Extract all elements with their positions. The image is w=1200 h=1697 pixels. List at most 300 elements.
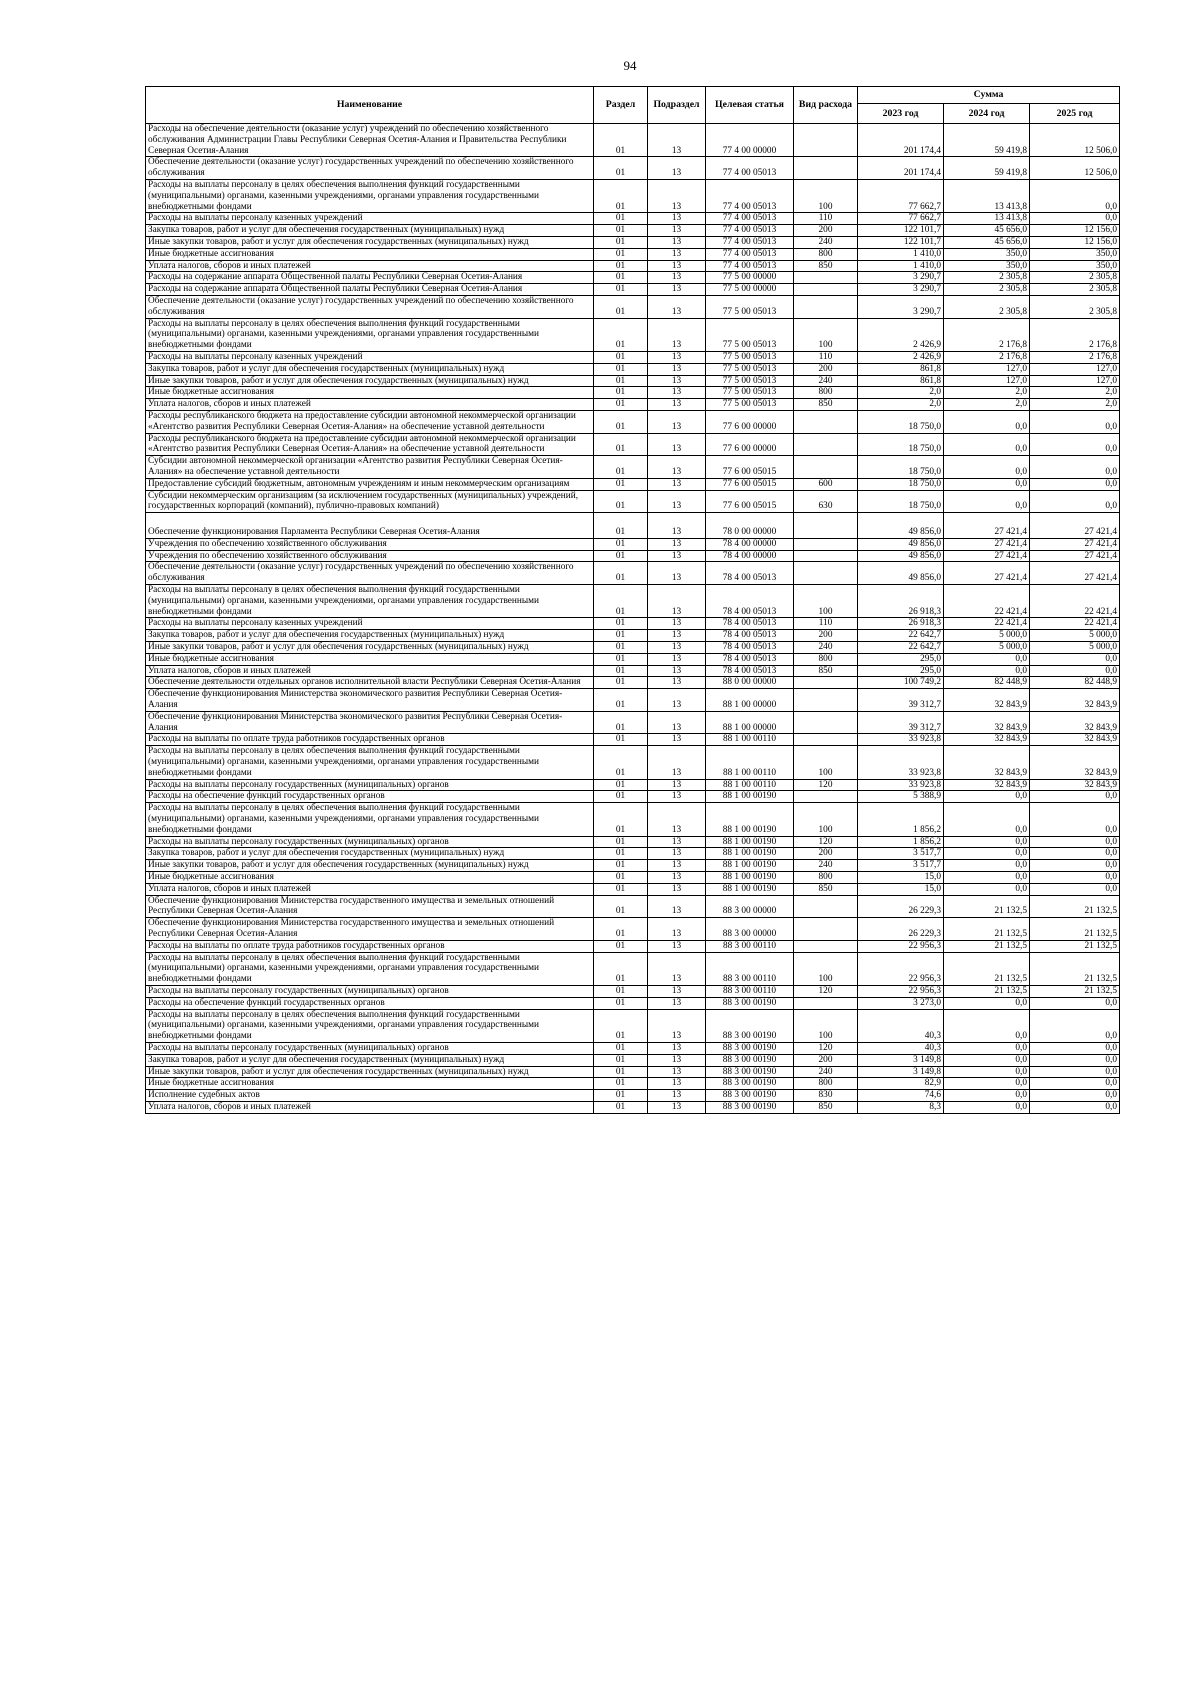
row-target: 77 5 00 05013 <box>706 318 794 351</box>
row-sum-2025: 0,0 <box>1030 1054 1120 1066</box>
row-sum-2025: 2 305,8 <box>1030 295 1120 318</box>
row-sum-2023: 1 410,0 <box>858 260 944 272</box>
row-razdel: 01 <box>594 363 648 375</box>
row-sum-2025: 0,0 <box>1030 791 1120 803</box>
table-body <box>146 124 1120 1114</box>
row-name: Уплата налогов, сборов и иных платежей <box>146 1101 594 1113</box>
row-vid: 240 <box>794 236 858 248</box>
row-razdel: 01 <box>594 260 648 272</box>
row-vid: 240 <box>794 642 858 654</box>
row-name: Расходы на выплаты персоналу в целях обеспечения выполнения функций государственными (муниципальными) органами, казенными учреждениями, органами управления государственными внебюджетными фондами <box>146 746 594 779</box>
row-name: Учреждения по обеспечению хозяйственного обслуживания <box>146 550 594 562</box>
table-row <box>146 124 1120 157</box>
row-sum-2024: 0,0 <box>944 1066 1030 1078</box>
row-sum-2024: 13 413,8 <box>944 179 1030 212</box>
table-row <box>146 248 1120 260</box>
row-razdel: 01 <box>594 1009 648 1042</box>
row-sum-2023: 5 388,9 <box>858 791 944 803</box>
table-row <box>146 734 1120 746</box>
row-razdel: 01 <box>594 779 648 791</box>
table-row <box>146 1042 1120 1054</box>
row-name: Расходы на обеспечение функций государственных органов <box>146 791 594 803</box>
row-sum-2024: 2 305,8 <box>944 272 1030 284</box>
row-vid <box>794 295 858 318</box>
row-sum-2025: 12 156,0 <box>1030 225 1120 237</box>
header-name: Наименование <box>146 87 594 124</box>
row-target: 77 4 00 05013 <box>706 260 794 272</box>
table-row <box>146 779 1120 791</box>
row-sum-2025: 2 305,8 <box>1030 272 1120 284</box>
row-razdel: 01 <box>594 997 648 1009</box>
row-sum-2025: 350,0 <box>1030 248 1120 260</box>
row-sum-2025: 21 132,5 <box>1030 918 1120 941</box>
row-razdel: 01 <box>594 538 648 550</box>
table-row <box>146 318 1120 351</box>
row-razdel: 01 <box>594 550 648 562</box>
row-razdel: 01 <box>594 433 648 456</box>
row-name: Закупка товаров, работ и услуг для обеспечения государственных (муниципальных) нужд <box>146 848 594 860</box>
row-podrazdel: 13 <box>648 284 706 296</box>
row-target: 77 5 00 00000 <box>706 284 794 296</box>
row-name: Исполнение судебных актов <box>146 1090 594 1102</box>
row-sum-2025: 127,0 <box>1030 375 1120 387</box>
row-podrazdel: 13 <box>648 1054 706 1066</box>
row-podrazdel: 13 <box>648 363 706 375</box>
table-row <box>146 236 1120 248</box>
row-podrazdel: 13 <box>648 872 706 884</box>
row-podrazdel: 13 <box>648 179 706 212</box>
row-sum-2025: 12 156,0 <box>1030 236 1120 248</box>
row-name: Расходы на содержание аппарата Общественной палаты Республики Северная Осетия-Алания <box>146 284 594 296</box>
table-row <box>146 260 1120 272</box>
row-razdel: 01 <box>594 272 648 284</box>
row-sum-2025: 0,0 <box>1030 478 1120 490</box>
row-sum-2023: 26 918,3 <box>858 585 944 618</box>
row-podrazdel: 13 <box>648 236 706 248</box>
row-podrazdel: 13 <box>648 1078 706 1090</box>
row-sum-2023: 22 956,3 <box>858 940 944 952</box>
row-sum-2025: 0,0 <box>1030 1009 1120 1042</box>
row-target: 88 1 00 00190 <box>706 836 794 848</box>
table-row <box>146 940 1120 952</box>
row-name: Расходы на обеспечение деятельности (оказание услуг) учреждений по обеспечению хозяйственного обслуживания Администрации Главы Республики Северная Осетия-Алания и Правительства Республики Северная Осетия-Алания <box>146 124 594 157</box>
row-target: 88 1 00 00000 <box>706 711 794 734</box>
row-sum-2025: 27 421,4 <box>1030 562 1120 585</box>
row-sum-2023: 22 956,3 <box>858 952 944 985</box>
row-sum-2024: 127,0 <box>944 375 1030 387</box>
row-vid: 100 <box>794 746 858 779</box>
row-name: Закупка товаров, работ и услуг для обеспечения государственных (муниципальных) нужд <box>146 1054 594 1066</box>
row-sum-2024: 21 132,5 <box>944 918 1030 941</box>
table-row <box>146 375 1120 387</box>
row-razdel: 01 <box>594 734 648 746</box>
row-sum-2025: 27 421,4 <box>1030 513 1120 539</box>
row-sum-2025: 21 132,5 <box>1030 985 1120 997</box>
row-sum-2025: 0,0 <box>1030 836 1120 848</box>
row-target: 88 3 00 00190 <box>706 997 794 1009</box>
row-name: Обеспечение функционирования Министерства государственного имущества и земельных отношений Республики Северная Осетия-Алания <box>146 895 594 918</box>
table-row <box>146 433 1120 456</box>
row-podrazdel: 13 <box>648 630 706 642</box>
row-sum-2024: 0,0 <box>944 836 1030 848</box>
row-sum-2025: 0,0 <box>1030 490 1120 513</box>
row-vid: 120 <box>794 1042 858 1054</box>
row-razdel: 01 <box>594 410 648 433</box>
row-podrazdel: 13 <box>648 124 706 157</box>
row-sum-2024: 2 176,8 <box>944 318 1030 351</box>
row-sum-2024: 5 000,0 <box>944 630 1030 642</box>
table-row <box>146 860 1120 872</box>
row-name: Иные бюджетные ассигнования <box>146 387 594 399</box>
table-row <box>146 872 1120 884</box>
header-2024: 2024 год <box>944 104 1030 124</box>
row-sum-2024: 0,0 <box>944 860 1030 872</box>
row-vid: 240 <box>794 860 858 872</box>
row-podrazdel: 13 <box>648 711 706 734</box>
row-razdel: 01 <box>594 952 648 985</box>
row-podrazdel: 13 <box>648 940 706 952</box>
table-row <box>146 157 1120 180</box>
row-podrazdel: 13 <box>648 399 706 411</box>
row-vid <box>794 538 858 550</box>
row-sum-2023: 26 229,3 <box>858 918 944 941</box>
table-row <box>146 1090 1120 1102</box>
row-name: Учреждения по обеспечению хозяйственного обслуживания <box>146 538 594 550</box>
row-name: Расходы республиканского бюджета на предоставление субсидии автономной некоммерческой организации «Агентство развития Республики Северная Осетия-Алания» на обеспечение уставной деятельности <box>146 433 594 456</box>
row-sum-2024: 59 419,8 <box>944 124 1030 157</box>
row-podrazdel: 13 <box>648 260 706 272</box>
row-sum-2024: 21 132,5 <box>944 952 1030 985</box>
row-sum-2025: 5 000,0 <box>1030 642 1120 654</box>
table-row <box>146 803 1120 836</box>
table-row <box>146 618 1120 630</box>
row-sum-2024: 27 421,4 <box>944 550 1030 562</box>
row-podrazdel: 13 <box>648 665 706 677</box>
row-target: 88 3 00 00190 <box>706 1101 794 1113</box>
row-vid <box>794 997 858 1009</box>
row-sum-2023: 2,0 <box>858 399 944 411</box>
row-target: 78 4 00 00000 <box>706 550 794 562</box>
row-razdel: 01 <box>594 157 648 180</box>
row-name: Предоставление субсидий бюджетным, автономным учреждениям и иным некоммерческим организациям <box>146 478 594 490</box>
row-razdel: 01 <box>594 918 648 941</box>
header-razdel: Раздел <box>594 87 648 124</box>
row-name: Закупка товаров, работ и услуг для обеспечения государственных (муниципальных) нужд <box>146 225 594 237</box>
row-sum-2023: 22 642,7 <box>858 642 944 654</box>
row-sum-2025: 0,0 <box>1030 1078 1120 1090</box>
row-sum-2024: 0,0 <box>944 1101 1030 1113</box>
row-name: Закупка товаров, работ и услуг для обеспечения государственных (муниципальных) нужд <box>146 630 594 642</box>
row-name: Расходы на выплаты персоналу в целях обеспечения выполнения функций государственными (муниципальными) органами, казенными учреждениями, органами управления государственными внебюджетными фондами <box>146 585 594 618</box>
row-sum-2024: 59 419,8 <box>944 157 1030 180</box>
row-vid <box>794 711 858 734</box>
row-sum-2024: 0,0 <box>944 653 1030 665</box>
row-vid: 200 <box>794 1054 858 1066</box>
row-sum-2023: 74,6 <box>858 1090 944 1102</box>
row-name: Закупка товаров, работ и услуг для обеспечения государственных (муниципальных) нужд <box>146 363 594 375</box>
row-vid <box>794 895 858 918</box>
row-sum-2025: 21 132,5 <box>1030 940 1120 952</box>
row-vid: 830 <box>794 1090 858 1102</box>
row-sum-2023: 201 174,4 <box>858 157 944 180</box>
row-sum-2025: 0,0 <box>1030 1101 1120 1113</box>
row-sum-2023: 18 750,0 <box>858 433 944 456</box>
row-vid <box>794 562 858 585</box>
row-name: Обеспечение функционирования Парламента Республики Северная Осетия-Алания <box>146 513 594 539</box>
row-target: 77 5 00 00000 <box>706 272 794 284</box>
row-sum-2023: 861,8 <box>858 363 944 375</box>
row-razdel: 01 <box>594 585 648 618</box>
row-vid: 100 <box>794 585 858 618</box>
row-podrazdel: 13 <box>648 653 706 665</box>
row-name: Расходы на выплаты персоналу в целях обеспечения выполнения функций государственными (муниципальными) органами, казенными учреждениями, органами управления государственными внебюджетными фондами <box>146 318 594 351</box>
row-sum-2024: 2 305,8 <box>944 295 1030 318</box>
row-target: 88 1 00 00190 <box>706 791 794 803</box>
row-razdel: 01 <box>594 642 648 654</box>
row-sum-2023: 3 290,7 <box>858 284 944 296</box>
row-sum-2023: 3 149,8 <box>858 1066 944 1078</box>
row-razdel: 01 <box>594 399 648 411</box>
table-row <box>146 1054 1120 1066</box>
table-row <box>146 677 1120 689</box>
row-name: Субсидии некоммерческим организациям (за исключением государственных (муниципальных) учреждений, государственных корпораций (компаний), публично-правовых компаний) <box>146 490 594 513</box>
row-razdel: 01 <box>594 351 648 363</box>
row-sum-2023: 1 410,0 <box>858 248 944 260</box>
row-podrazdel: 13 <box>648 952 706 985</box>
row-target: 77 5 00 05013 <box>706 363 794 375</box>
row-podrazdel: 13 <box>648 918 706 941</box>
row-razdel: 01 <box>594 1090 648 1102</box>
row-vid: 200 <box>794 630 858 642</box>
row-vid: 850 <box>794 399 858 411</box>
row-vid <box>794 272 858 284</box>
row-podrazdel: 13 <box>648 295 706 318</box>
row-name: Расходы на выплаты персоналу в целях обеспечения выполнения функций государственными (муниципальными) органами, казенными учреждениями, органами управления государственными внебюджетными фондами <box>146 952 594 985</box>
table-row <box>146 456 1120 479</box>
row-razdel: 01 <box>594 478 648 490</box>
row-podrazdel: 13 <box>648 677 706 689</box>
row-sum-2024: 82 448,9 <box>944 677 1030 689</box>
row-razdel: 01 <box>594 490 648 513</box>
row-sum-2023: 18 750,0 <box>858 456 944 479</box>
row-vid: 100 <box>794 952 858 985</box>
row-sum-2023: 15,0 <box>858 872 944 884</box>
table-row <box>146 1101 1120 1113</box>
row-sum-2023: 1 856,2 <box>858 803 944 836</box>
row-podrazdel: 13 <box>648 1066 706 1078</box>
row-razdel: 01 <box>594 1101 648 1113</box>
row-sum-2024: 2,0 <box>944 387 1030 399</box>
row-target: 88 1 00 00190 <box>706 848 794 860</box>
row-sum-2023: 82,9 <box>858 1078 944 1090</box>
row-vid <box>794 550 858 562</box>
row-razdel: 01 <box>594 872 648 884</box>
row-sum-2023: 8,3 <box>858 1101 944 1113</box>
row-razdel: 01 <box>594 791 648 803</box>
row-target: 78 0 00 00000 <box>706 513 794 539</box>
row-vid: 800 <box>794 872 858 884</box>
row-podrazdel: 13 <box>648 318 706 351</box>
row-sum-2025: 21 132,5 <box>1030 952 1120 985</box>
row-target: 77 6 00 00000 <box>706 410 794 433</box>
table-row <box>146 918 1120 941</box>
row-target: 88 1 00 00110 <box>706 734 794 746</box>
row-target: 77 4 00 05013 <box>706 225 794 237</box>
row-sum-2023: 22 642,7 <box>858 630 944 642</box>
header-2025: 2025 год <box>1030 104 1120 124</box>
row-sum-2023: 39 312,7 <box>858 689 944 712</box>
row-vid <box>794 410 858 433</box>
row-sum-2023: 3 517,7 <box>858 848 944 860</box>
row-sum-2024: 350,0 <box>944 260 1030 272</box>
row-name: Расходы на выплаты персоналу государственных (муниципальных) органов <box>146 779 594 791</box>
row-razdel: 01 <box>594 225 648 237</box>
row-razdel: 01 <box>594 803 648 836</box>
row-name: Расходы на выплаты персоналу в целях обеспечения выполнения функций государственными (муниципальными) органами, казенными учреждениями, органами управления государственными внебюджетными фондами <box>146 179 594 212</box>
row-sum-2024: 27 421,4 <box>944 538 1030 550</box>
row-podrazdel: 13 <box>648 387 706 399</box>
row-vid: 120 <box>794 779 858 791</box>
row-target: 88 3 00 00190 <box>706 1078 794 1090</box>
table-row <box>146 399 1120 411</box>
row-target: 78 4 00 05013 <box>706 618 794 630</box>
row-razdel: 01 <box>594 387 648 399</box>
row-sum-2023: 40,3 <box>858 1042 944 1054</box>
row-sum-2025: 32 843,9 <box>1030 734 1120 746</box>
row-razdel: 01 <box>594 179 648 212</box>
row-target: 77 4 00 05013 <box>706 213 794 225</box>
row-sum-2024: 13 413,8 <box>944 213 1030 225</box>
row-target: 77 4 00 00000 <box>706 124 794 157</box>
row-name: Расходы на выплаты персоналу казенных учреждений <box>146 351 594 363</box>
row-sum-2025: 0,0 <box>1030 883 1120 895</box>
row-razdel: 01 <box>594 562 648 585</box>
row-sum-2023: 18 750,0 <box>858 410 944 433</box>
row-sum-2025: 2,0 <box>1030 387 1120 399</box>
row-vid: 240 <box>794 375 858 387</box>
row-sum-2023: 39 312,7 <box>858 711 944 734</box>
row-target: 88 1 00 00190 <box>706 803 794 836</box>
row-name: Обеспечение функционирования Министерства государственного имущества и земельных отношений Республики Северная Осетия-Алания <box>146 918 594 941</box>
row-podrazdel: 13 <box>648 836 706 848</box>
table-row <box>146 1009 1120 1042</box>
row-vid: 100 <box>794 179 858 212</box>
row-sum-2023: 295,0 <box>858 653 944 665</box>
row-sum-2025: 82 448,9 <box>1030 677 1120 689</box>
row-vid: 800 <box>794 1078 858 1090</box>
row-sum-2024: 27 421,4 <box>944 513 1030 539</box>
row-target: 88 0 00 00000 <box>706 677 794 689</box>
row-podrazdel: 13 <box>648 478 706 490</box>
row-vid: 110 <box>794 213 858 225</box>
row-vid: 120 <box>794 836 858 848</box>
table-row <box>146 883 1120 895</box>
row-podrazdel: 13 <box>648 791 706 803</box>
table-row <box>146 562 1120 585</box>
row-name: Расходы на выплаты по оплате труда работников государственных органов <box>146 734 594 746</box>
row-name: Расходы на обеспечение функций государственных органов <box>146 997 594 1009</box>
table-row <box>146 1066 1120 1078</box>
row-sum-2024: 0,0 <box>944 791 1030 803</box>
row-sum-2024: 0,0 <box>944 1042 1030 1054</box>
row-vid <box>794 456 858 479</box>
row-vid <box>794 124 858 157</box>
row-name: Расходы на выплаты персоналу в целях обеспечения выполнения функций государственными (муниципальными) органами, казенными учреждениями, органами управления государственными внебюджетными фондами <box>146 1009 594 1042</box>
row-podrazdel: 13 <box>648 456 706 479</box>
row-target: 77 6 00 05015 <box>706 478 794 490</box>
row-target: 88 1 00 00190 <box>706 883 794 895</box>
table-row <box>146 363 1120 375</box>
row-podrazdel: 13 <box>648 410 706 433</box>
row-razdel: 01 <box>594 895 648 918</box>
row-razdel: 01 <box>594 318 648 351</box>
row-target: 78 4 00 05013 <box>706 642 794 654</box>
table-row <box>146 711 1120 734</box>
row-target: 88 1 00 00110 <box>706 746 794 779</box>
row-sum-2025: 0,0 <box>1030 179 1120 212</box>
row-target: 77 4 00 05013 <box>706 248 794 260</box>
row-target: 88 3 00 00190 <box>706 1009 794 1042</box>
table-row <box>146 630 1120 642</box>
row-sum-2023: 15,0 <box>858 883 944 895</box>
row-podrazdel: 13 <box>648 248 706 260</box>
row-name: Расходы на выплаты персоналу государственных (муниципальных) органов <box>146 836 594 848</box>
row-razdel: 01 <box>594 985 648 997</box>
row-vid <box>794 157 858 180</box>
table-row <box>146 848 1120 860</box>
row-sum-2024: 21 132,5 <box>944 940 1030 952</box>
row-sum-2025: 22 421,4 <box>1030 618 1120 630</box>
table-row <box>146 513 1120 539</box>
row-sum-2025: 0,0 <box>1030 803 1120 836</box>
table-row <box>146 284 1120 296</box>
row-sum-2024: 2 176,8 <box>944 351 1030 363</box>
row-target: 88 3 00 00000 <box>706 918 794 941</box>
row-target: 88 3 00 00110 <box>706 940 794 952</box>
row-target: 77 4 00 05013 <box>706 157 794 180</box>
table-row <box>146 538 1120 550</box>
row-sum-2024: 21 132,5 <box>944 895 1030 918</box>
row-razdel: 01 <box>594 295 648 318</box>
row-razdel: 01 <box>594 665 648 677</box>
row-sum-2023: 26 918,3 <box>858 618 944 630</box>
row-sum-2024: 0,0 <box>944 1054 1030 1066</box>
row-podrazdel: 13 <box>648 779 706 791</box>
row-vid <box>794 433 858 456</box>
row-name: Расходы на выплаты персоналу в целях обеспечения выполнения функций государственными (муниципальными) органами, казенными учреждениями, органами управления государственными внебюджетными фондами <box>146 803 594 836</box>
row-sum-2023: 1 856,2 <box>858 836 944 848</box>
row-target: 88 3 00 00110 <box>706 985 794 997</box>
row-target: 78 4 00 05013 <box>706 562 794 585</box>
row-sum-2023: 3 517,7 <box>858 860 944 872</box>
table-row <box>146 351 1120 363</box>
row-vid: 850 <box>794 883 858 895</box>
row-sum-2025: 0,0 <box>1030 653 1120 665</box>
row-sum-2025: 2 176,8 <box>1030 351 1120 363</box>
row-sum-2023: 33 923,8 <box>858 779 944 791</box>
row-razdel: 01 <box>594 836 648 848</box>
row-sum-2025: 32 843,9 <box>1030 711 1120 734</box>
row-name: Уплата налогов, сборов и иных платежей <box>146 883 594 895</box>
row-name: Обеспечение функционирования Министерства экономического развития Республики Северная Осетия-Алания <box>146 711 594 734</box>
row-sum-2024: 350,0 <box>944 248 1030 260</box>
row-vid <box>794 513 858 539</box>
table-row <box>146 225 1120 237</box>
row-name: Иные закупки товаров, работ и услуг для обеспечения государственных (муниципальных) нужд <box>146 236 594 248</box>
row-razdel: 01 <box>594 236 648 248</box>
row-podrazdel: 13 <box>648 513 706 539</box>
table-row <box>146 642 1120 654</box>
